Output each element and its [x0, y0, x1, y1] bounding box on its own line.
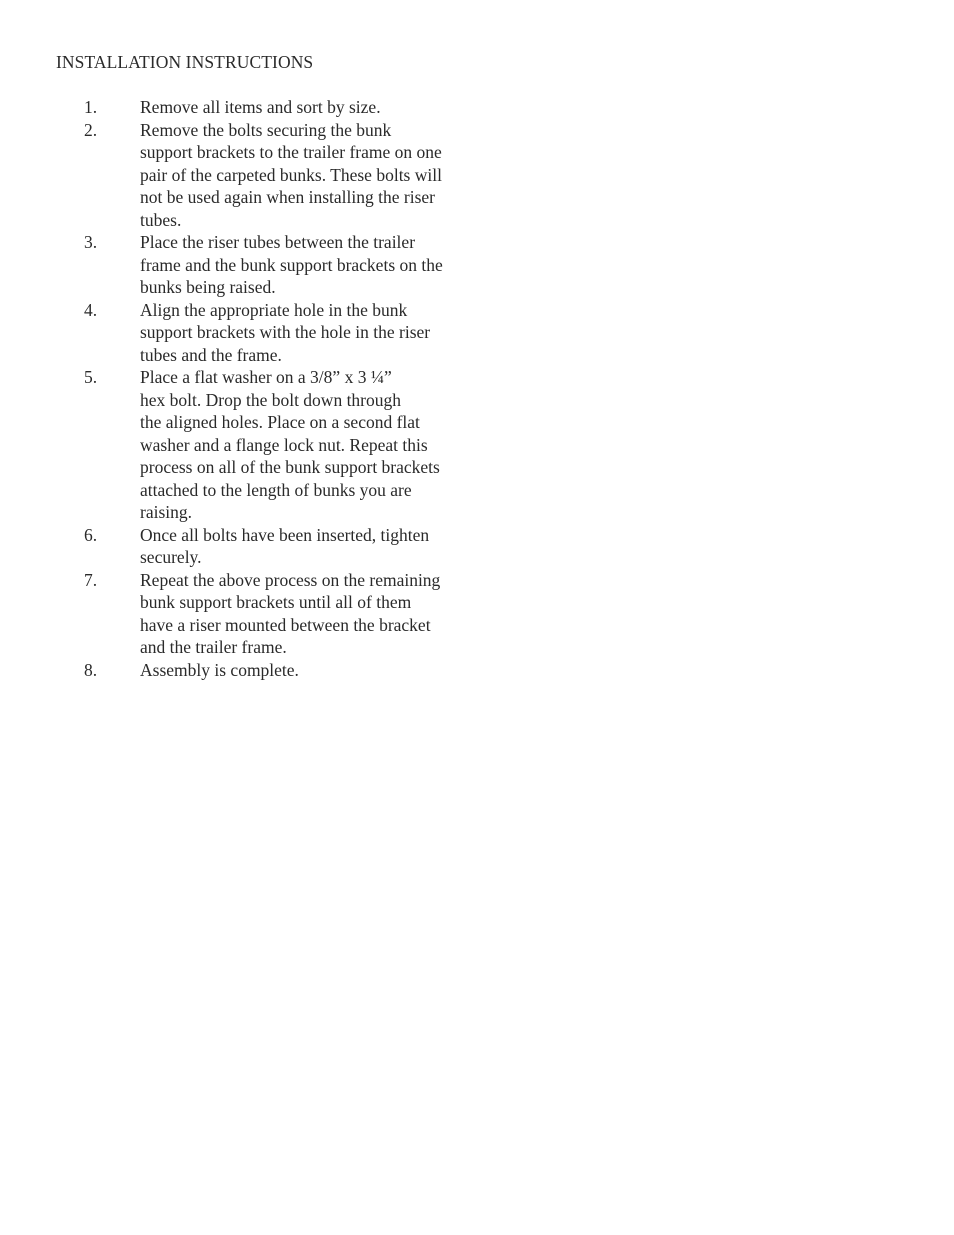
step-line: hex bolt. Drop the bolt down through: [140, 389, 402, 410]
instruction-step: [84, 569, 484, 659]
step-number: 6.: [84, 524, 98, 545]
step-line: process on all of the bunk support brackets: [140, 457, 440, 477]
step-line: washer and a flange lock nut. Repeat this: [140, 434, 428, 455]
step-line: pair of the carpeted bunks. These bolts will: [140, 164, 442, 185]
step-number: 3.: [84, 232, 98, 252]
step-line: not be used again when installing the riser: [140, 187, 435, 207]
document-title: INSTALLATION INSTRUCTIONS: [56, 52, 314, 72]
step-line: raising.: [140, 502, 193, 522]
step-line: frame and the bunk support brackets on the: [140, 254, 443, 275]
step-text: [140, 231, 470, 299]
step-text: [140, 569, 470, 659]
step-line: and the trailer frame.: [140, 637, 287, 657]
instruction-step: [84, 299, 484, 367]
instruction-step: [84, 96, 484, 119]
step-line: support brackets with the hole in the riser: [140, 322, 431, 342]
step-line: Place a flat washer on a 3/8” x 3 ¼”: [140, 367, 392, 387]
step-line: tubes.: [140, 209, 182, 230]
step-line: bunks being raised.: [140, 277, 276, 297]
step-line: attached to the length of bunks you are: [140, 479, 412, 500]
step-number: 2.: [84, 119, 98, 140]
instruction-step: [84, 231, 484, 299]
step-line: the aligned holes. Place on a second flat: [140, 412, 420, 432]
step-line: Remove all items and sort by size.: [140, 97, 381, 117]
instruction-step: [84, 366, 484, 524]
step-number: 5.: [84, 367, 98, 387]
step-line: have a riser mounted between the bracket: [140, 614, 431, 635]
step-line: Repeat the above process on the remaining: [140, 569, 441, 590]
step-text: [140, 299, 470, 367]
instruction-list: [84, 96, 484, 681]
step-text: [140, 96, 470, 119]
step-line: Once all bolts have been inserted, tighten: [140, 524, 430, 545]
step-line: support brackets to the trailer frame on one: [140, 142, 442, 162]
step-line: Remove the bolts securing the bunk: [140, 119, 392, 140]
step-text: [140, 659, 470, 682]
step-line: Place the riser tubes between the trailer: [140, 232, 416, 252]
step-number: 8.: [84, 659, 98, 680]
step-line: Align the appropriate hole in the bunk: [140, 299, 408, 320]
instruction-step: [84, 659, 484, 682]
step-line: securely.: [140, 547, 202, 567]
instruction-step: [84, 119, 484, 232]
step-text: [140, 119, 470, 232]
step-number: 1.: [84, 97, 98, 117]
step-text: [140, 366, 470, 524]
step-line: Assembly is complete.: [140, 659, 299, 680]
instruction-step: [84, 524, 484, 569]
step-number: 4.: [84, 299, 98, 320]
step-line: tubes and the frame.: [140, 344, 282, 365]
step-text: [140, 524, 470, 569]
step-number: 7.: [84, 569, 98, 590]
step-line: bunk support brackets until all of them: [140, 592, 412, 612]
